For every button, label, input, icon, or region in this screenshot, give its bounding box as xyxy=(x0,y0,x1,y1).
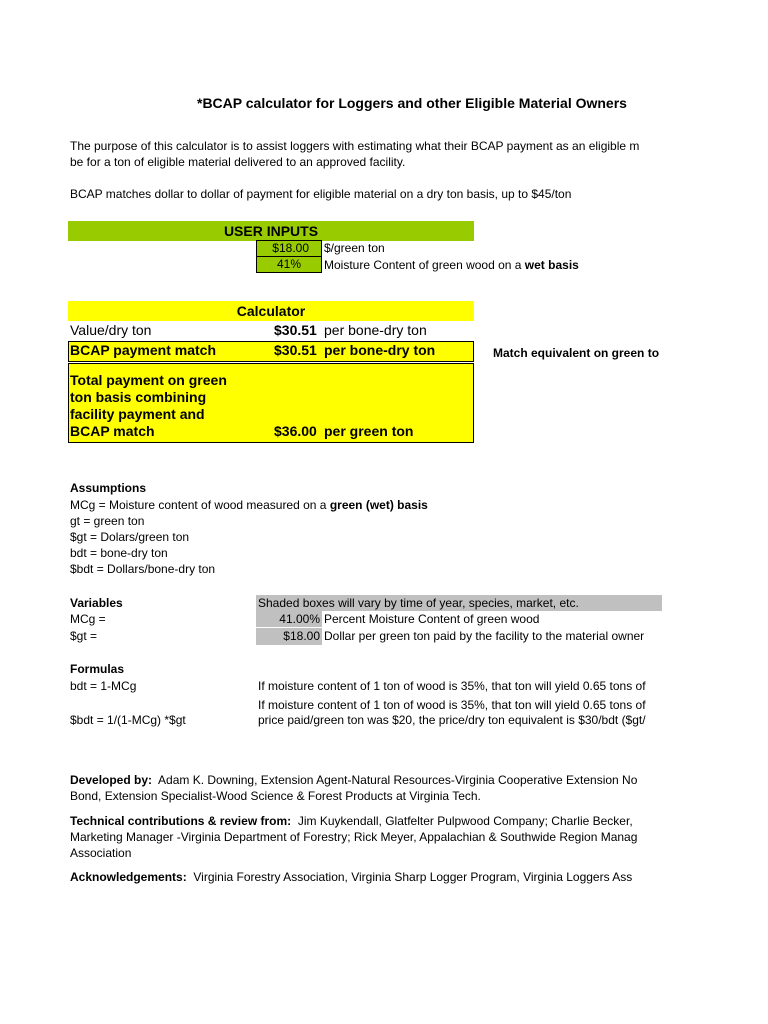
variables-heading: Variables xyxy=(70,596,123,610)
assumption-mcg-bold: green (wet) basis xyxy=(329,498,428,512)
developed-by-line-1 xyxy=(70,772,668,788)
technical-label: Technical contributions & review from: xyxy=(70,814,292,828)
assumption-sgt: $gt = Dolars/green ton xyxy=(70,530,190,544)
value-dry-unit: per bone-dry ton xyxy=(324,322,427,338)
technical-line-1 xyxy=(70,813,668,829)
value-dry-amount: $30.51 xyxy=(274,322,317,338)
developed-by-line-2: Bond, Extension Specialist-Wood Science & Forest Products at Virginia Tech. xyxy=(70,789,481,803)
var-sgt-value: $18.00 xyxy=(256,628,322,645)
technical-line-3: Association xyxy=(70,846,132,860)
page-title: *BCAP calculator for Loggers and other Eligible Material Owners xyxy=(197,95,627,111)
match-equivalent: Match equivalent on green to xyxy=(493,346,660,360)
var-mcg-desc: Percent Moisture Content of green wood xyxy=(324,612,540,626)
moisture-input[interactable]: 41% xyxy=(256,256,322,273)
total-amount: $36.00 xyxy=(274,423,317,439)
acknowledgements-label: Acknowledgements: xyxy=(70,870,187,884)
moisture-label xyxy=(324,257,579,273)
developed-by-text: Adam K. Downing, Extension Agent-Natural Resources-Virginia Cooperative Extension No xyxy=(152,773,638,787)
formula-1-desc: If moisture content of 1 ton of wood is 35%, that ton will yield 0.65 tons of xyxy=(258,679,646,693)
total-line-3: facility payment and xyxy=(70,406,205,422)
var-sgt-desc: Dollar per green ton paid by the facility to the material owner xyxy=(324,629,645,643)
acknowledgements xyxy=(70,869,668,885)
total-line-4: BCAP match xyxy=(70,423,155,439)
bcap-amount: $30.51 xyxy=(274,342,317,358)
acknowledgements-text: Virginia Forestry Association, Virginia Sharp Logger Program, Virginia Loggers Ass xyxy=(186,870,633,884)
bcap-unit: per bone-dry ton xyxy=(324,342,436,358)
technical-text: Jim Kuykendall, Glatfelter Pulpwood Company; Charlie Becker, xyxy=(291,814,633,828)
var-mcg-value: 41.00% xyxy=(256,611,322,627)
assumption-sbdt: $bdt = Dollars/bone-dry ton xyxy=(70,562,216,576)
price-label: $/green ton xyxy=(324,241,385,255)
moisture-label-bold: wet basis xyxy=(524,258,579,272)
formula-2-desc-2: price paid/green ton was $20, the price/dry ton equivalent is $30/bdt ($gt/ xyxy=(258,713,646,727)
assumption-gt: gt = green ton xyxy=(70,514,145,528)
formula-2-desc-1: If moisture content of 1 ton of wood is 35%, that ton will yield 0.65 tons of xyxy=(258,698,646,712)
formula-2: $bdt = 1/(1-MCg) *$gt xyxy=(70,713,186,727)
formulas-heading: Formulas xyxy=(70,662,125,676)
assumption-bdt: bdt = bone-dry ton xyxy=(70,546,168,560)
intro-line-2: be for a ton of eligible material delivered to an approved facility. xyxy=(70,155,406,169)
formula-1: bdt = 1-MCg xyxy=(70,679,137,693)
assumptions-heading: Assumptions xyxy=(70,481,147,495)
total-line-2: ton basis combining xyxy=(70,389,207,405)
price-input[interactable]: $18.00 xyxy=(256,240,322,257)
total-line-1: Total payment on green xyxy=(70,372,227,388)
total-unit: per green ton xyxy=(324,423,414,439)
intro-line-1: The purpose of this calculator is to assist loggers with estimating what their BCAP payment as an eligible m xyxy=(70,139,640,153)
moisture-label-text: Moisture Content of green wood on a xyxy=(324,258,525,272)
value-dry-label: Value/dry ton xyxy=(70,322,152,338)
intro-line-3: BCAP matches dollar to dollar of payment for eligible material on a dry ton basis, up to $45/ton xyxy=(70,187,572,201)
assumption-mcg xyxy=(70,497,428,513)
variables-note: Shaded boxes will vary by time of year, species, market, etc. xyxy=(256,595,662,611)
technical-line-2: Marketing Manager -Virginia Department of Forestry; Rick Meyer, Appalachian & Southwide Region Manag xyxy=(70,830,638,844)
user-inputs-header: USER INPUTS xyxy=(68,221,474,241)
calculator-header: Calculator xyxy=(68,301,474,321)
var-sgt-label: $gt = xyxy=(70,629,98,643)
assumption-mcg-text: MCg = Moisture content of wood measured on a xyxy=(70,498,330,512)
bcap-label: BCAP payment match xyxy=(70,342,217,358)
var-mcg-label: MCg = xyxy=(70,612,106,626)
developed-by-label: Developed by: xyxy=(70,773,153,787)
